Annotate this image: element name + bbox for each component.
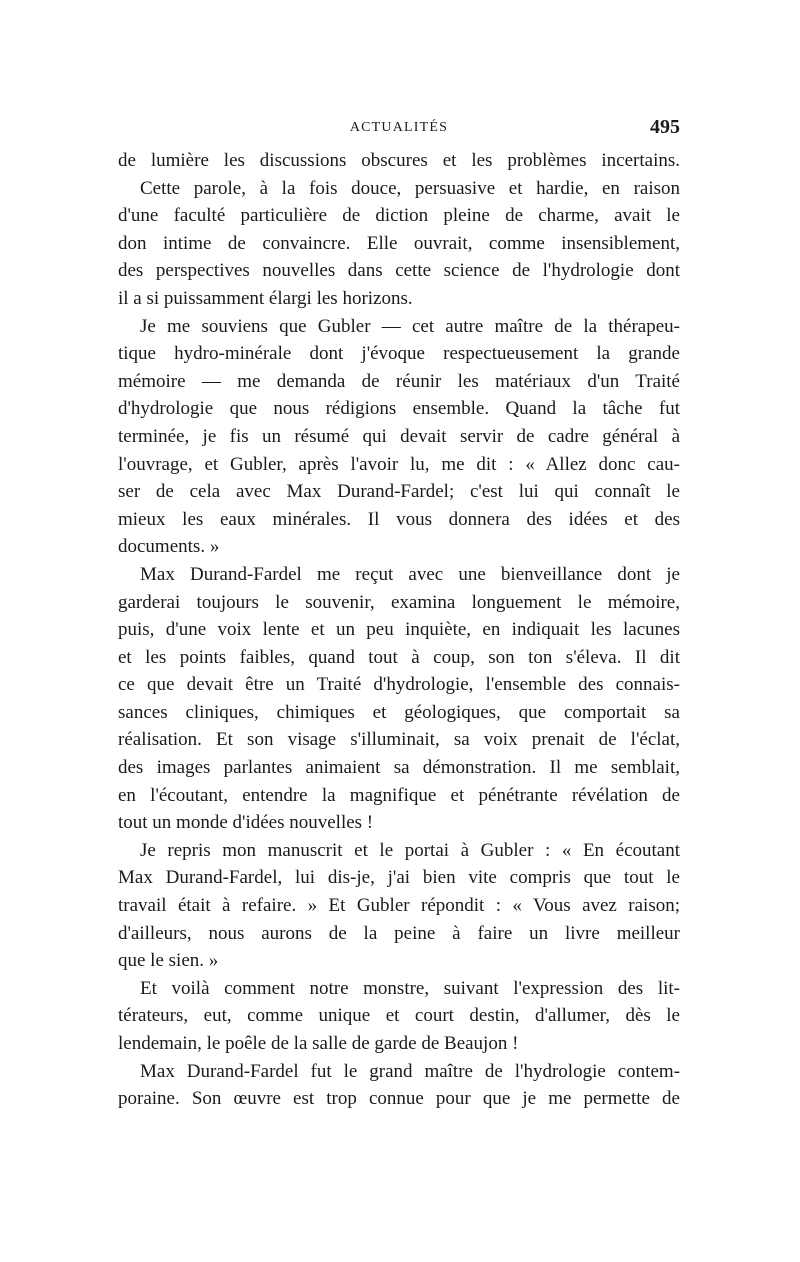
text-line: et les points faibles, quand tout à coup, son ton s'éleva. Il dit [118, 646, 680, 668]
text-line: Max Durand-Fardel, lui dis-je, j'ai bien vite compris que tout le [118, 867, 680, 889]
text-line: térateurs, eut, comme unique et court destin, d'allumer, dès le [118, 1005, 680, 1027]
text-line: Max Durand-Fardel fut le grand maître de l'hydrologie contem- [140, 1060, 680, 1082]
text-line: que le sien. » [118, 950, 219, 972]
text-line: puis, d'une voix lente et un peu inquiète, en indiquait les lacunes [118, 619, 680, 641]
text-line: l'ouvrage, et Gubler, après l'avoir lu, me dit : « Allez donc cau- [118, 453, 680, 475]
text-line: sances cliniques, chimiques et géologiques, que comportait sa [118, 701, 680, 723]
text-line: ce que devait être un Traité d'hydrologie, l'ensemble des connais- [118, 674, 680, 696]
text-line: Je repris mon manuscrit et le portai à Gubler : « En écoutant [140, 839, 680, 861]
text-line: d'hydrologie que nous rédigions ensemble. Quand la tâche fut [118, 398, 680, 420]
text-line: don intime de convaincre. Elle ouvrait, comme insensiblement, [118, 232, 680, 254]
text-line: de lumière les discussions obscures et les problèmes incertains. [118, 150, 680, 171]
running-head: ACTUALITÉS [349, 120, 449, 135]
body-text [118, 147, 680, 1113]
text-line: ser de cela avec Max Durand-Fardel; c'est lui qui connaît le [118, 481, 680, 503]
text-line: Et voilà comment notre monstre, suivant l'expression des lit- [140, 977, 680, 999]
text-line: en l'écoutant, entendre la magnifique et pénétrante révélation de [118, 784, 680, 806]
text-line: il a si puissamment élargi les horizons. [118, 287, 413, 309]
text-line: mieux les eaux minérales. Il vous donnera des idées et des [118, 508, 680, 530]
page-header [118, 116, 680, 140]
text-line: tique hydro-minérale dont j'évoque respectueusement la grande [118, 343, 680, 365]
text-line: d'ailleurs, nous aurons de la peine à faire un livre meilleur [118, 922, 680, 944]
text-line: des images parlantes animaient sa démonstration. Il me semblait, [118, 757, 680, 779]
text-line: terminée, je fis un résumé qui devait servir de cadre général à [118, 425, 680, 447]
text-line: lendemain, le poêle de la salle de garde de Beaujon ! [118, 1033, 519, 1054]
text-line: mémoire — me demanda de réunir les matériaux d'un Traité [118, 370, 680, 392]
text-line: Cette parole, à la fois douce, persuasive et hardie, en raison [140, 177, 680, 199]
text-line: des perspectives nouvelles dans cette science de l'hydrologie dont [118, 260, 680, 282]
text-line: Je me souviens que Gubler — cet autre maître de la thérapeu- [140, 315, 680, 337]
text-line: documents. » [118, 536, 220, 558]
text-line: travail était à refaire. » Et Gubler répondit : « Vous avez raison; [118, 895, 680, 917]
text-line: garderai toujours le souvenir, examina longuement le mémoire, [118, 591, 680, 613]
text-line: Max Durand-Fardel me reçut avec une bienveillance dont je [140, 563, 680, 585]
text-line: réalisation. Et son visage s'illuminait, sa voix prenait de l'éclat, [118, 729, 680, 751]
text-line: tout un monde d'idées nouvelles ! [118, 812, 374, 834]
text-line: d'une faculté particulière de diction pleine de charme, avait le [118, 205, 680, 227]
page-number: 495 [650, 116, 680, 138]
text-line: poraine. Son œuvre est trop connue pour que je me permette de [118, 1088, 680, 1110]
